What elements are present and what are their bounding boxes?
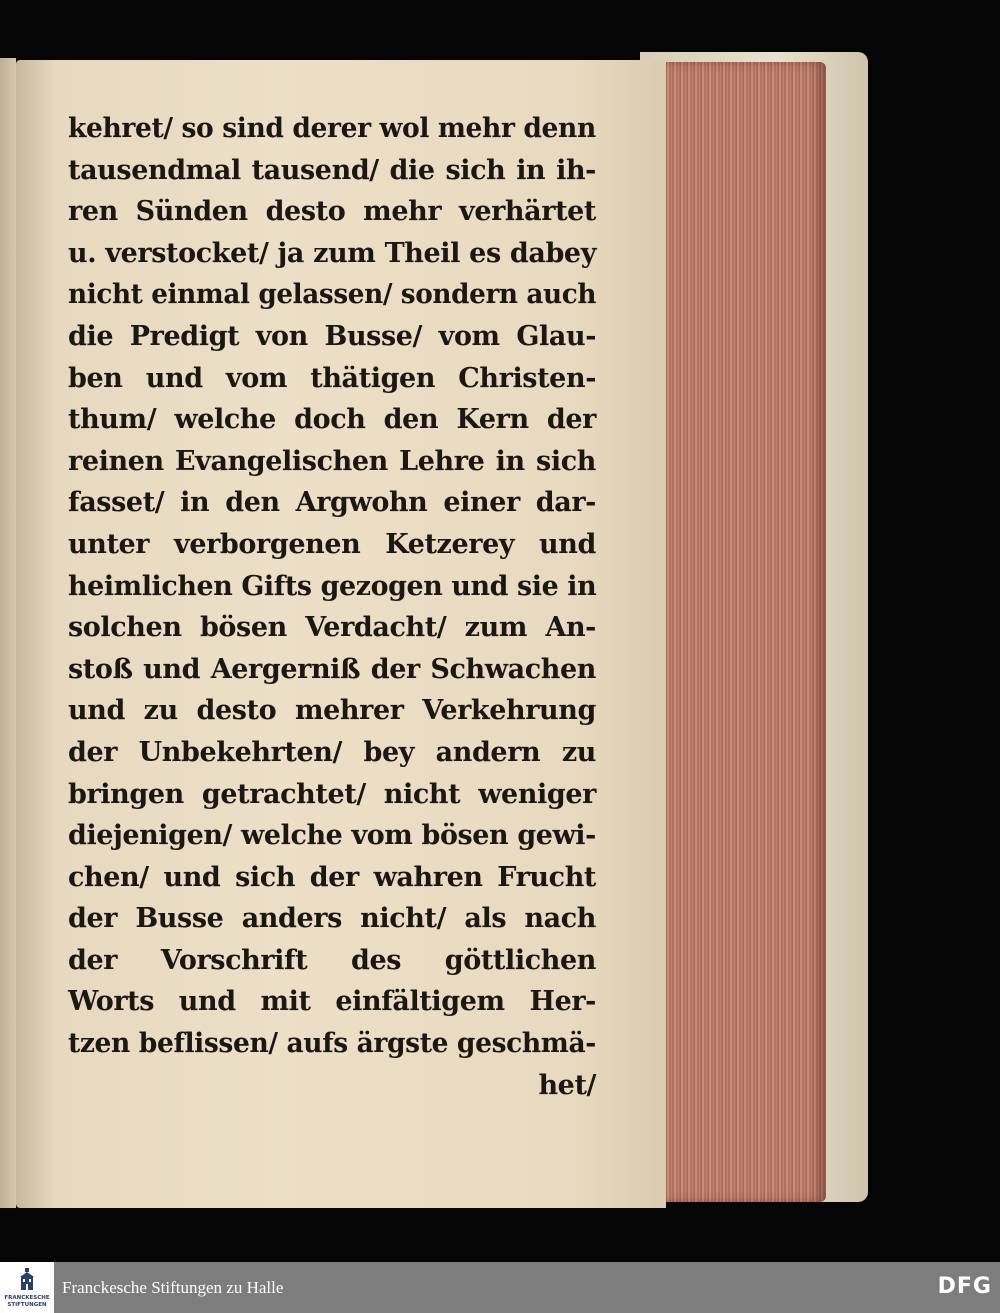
viewer-footer (0, 1262, 1000, 1313)
text-line: stoß und Aergerniß der Schwachen (68, 653, 596, 685)
text-line: der Vorschrift des göttlichen (68, 944, 596, 976)
logo-text-line2: STIFTUNGEN (7, 1302, 47, 1308)
institution-name[interactable]: Franckesche Stiftungen zu Halle (62, 1278, 284, 1297)
text-line: kehret/ so sind derer wol mehr denn (68, 113, 596, 144)
facing-page-edge (0, 58, 16, 1208)
text-line: und zu desto mehrer Verkehrung (68, 695, 596, 727)
text-line: fasset/ in den Argwohn einer dar- (68, 487, 596, 519)
building-icon (17, 1268, 37, 1292)
logo-text-line1: FRANCKESCHE (4, 1295, 50, 1301)
text-line: ren Sünden desto mehr verhärtet (68, 196, 596, 228)
institution-logo[interactable] (0, 1262, 54, 1313)
text-line: solchen bösen Verdacht/ zum An- (68, 612, 596, 644)
text-line: heimlichen Gifts gezogen und sie in (68, 570, 597, 602)
dfg-logo[interactable]: DFG (937, 1274, 992, 1299)
text-line: reinen Evangelischen Lehre in sich (68, 445, 596, 477)
text-line: ben und vom thätigen Christen- (68, 362, 596, 394)
text-line: bringen getrachtet/ nicht weniger (68, 778, 596, 810)
text-line: chen/ und sich der wahren Frucht (68, 861, 596, 893)
text-line: nicht einmal gelassen/ sondern auch (68, 279, 597, 311)
text-line: tzen beflissen/ aufs ärgste geschmä- (68, 1028, 596, 1060)
text-line: u. verstocket/ ja zum Theil es dabey (68, 237, 596, 269)
text-line: der Busse anders nicht/ als nach (68, 903, 596, 935)
text-line: het/ (538, 1069, 596, 1101)
text-line: unter verborgenen Ketzerey und (68, 528, 596, 560)
text-line: diejenigen/ welche vom bösen gewi- (68, 820, 596, 852)
text-line: die Predigt von Busse/ vom Glau- (68, 320, 596, 352)
text-line: Worts und mit einfältigem Her- (68, 986, 596, 1018)
text-line: thum/ welche doch den Kern der (68, 404, 596, 436)
page-text-block (68, 108, 596, 1106)
text-line: tausendmal tausend/ die sich in ih- (68, 154, 596, 186)
logo-text (2, 1295, 52, 1309)
page-edges (656, 62, 826, 1202)
text-line: der Unbekehrten/ bey andern zu (68, 736, 596, 768)
